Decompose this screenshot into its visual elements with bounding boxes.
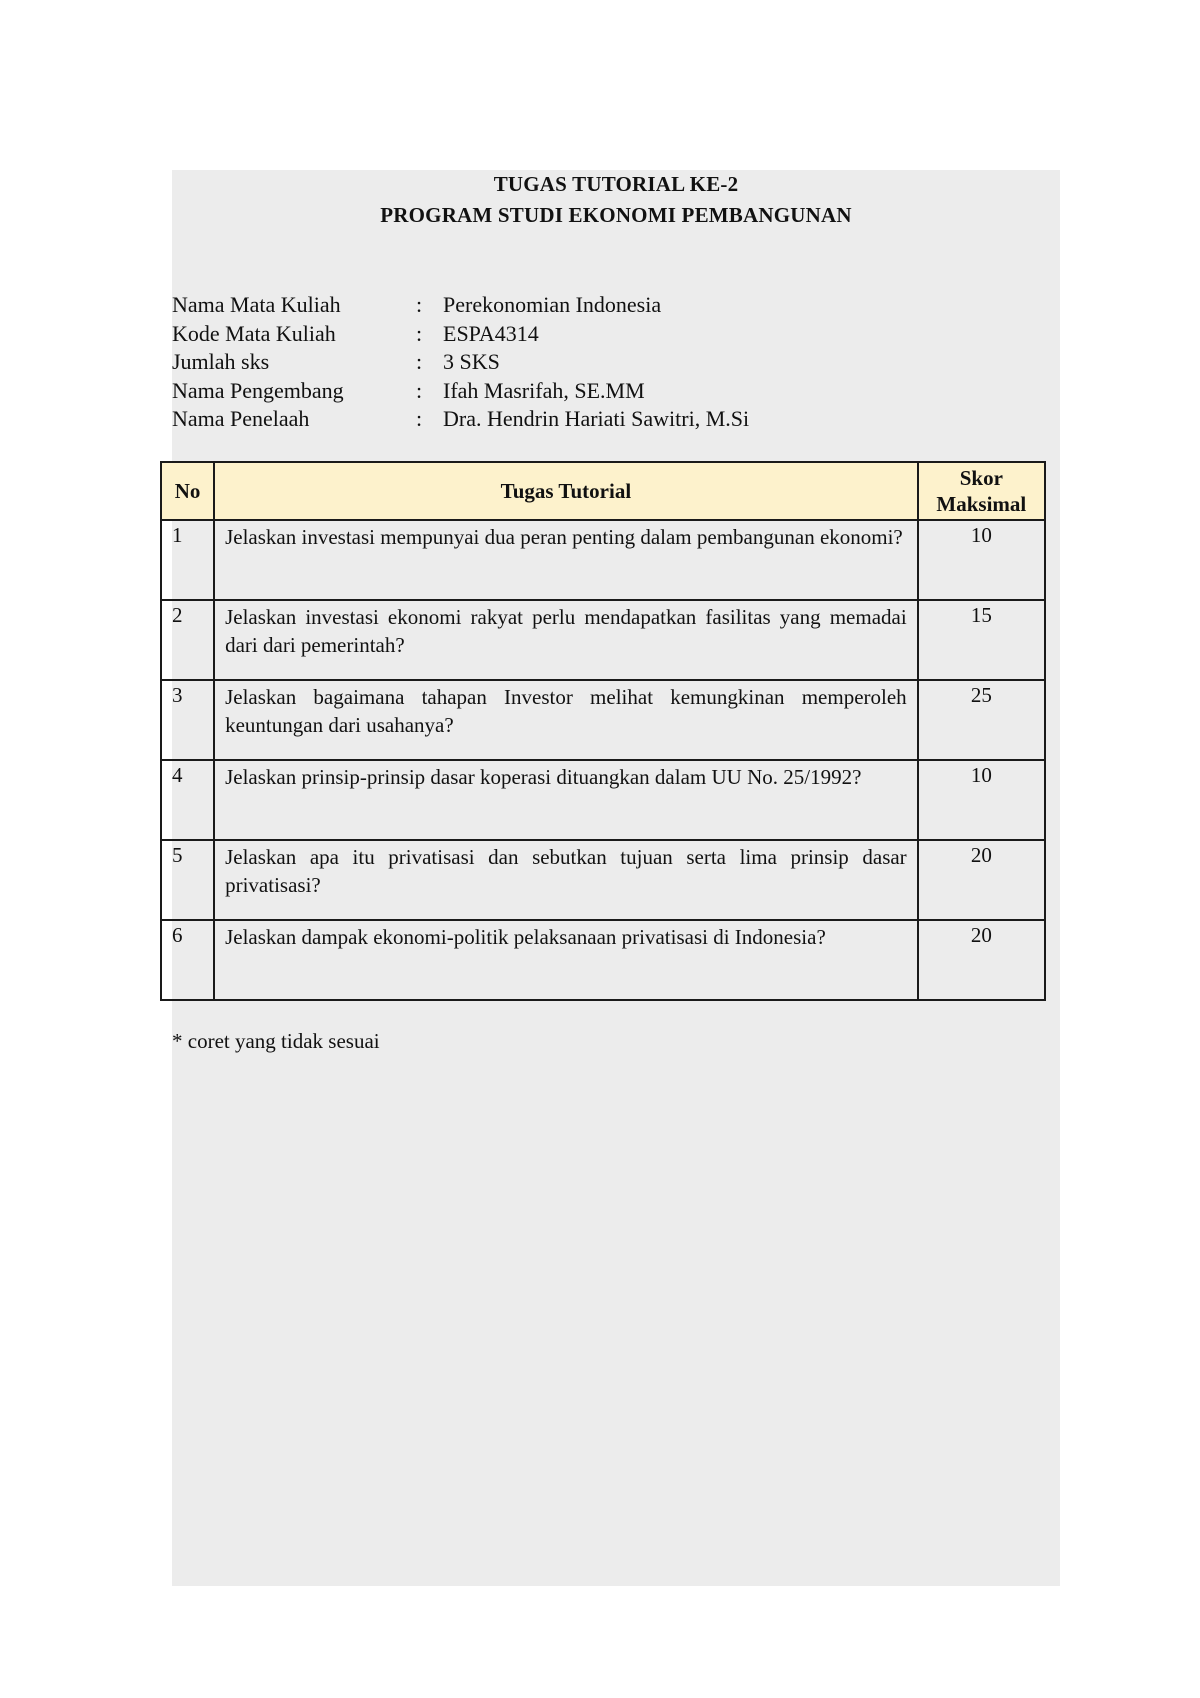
header-score-line2: Maksimal [936, 492, 1027, 516]
document-subtitle: PROGRAM STUDI EKONOMI PEMBANGUNAN [380, 203, 852, 227]
header-no: No [161, 462, 214, 520]
row-task: Jelaskan apa itu privatisasi dan sebutkan tujuan serta lima prinsip dasar privatisasi? [214, 840, 918, 920]
info-value: ESPA4314 [443, 320, 539, 346]
document-title: TUGAS TUTORIAL KE-2 [493, 172, 739, 196]
row-number: 6 [161, 920, 214, 1000]
row-number: 5 [161, 840, 214, 920]
row-number: 3 [161, 680, 214, 760]
row-score: 10 [918, 520, 1045, 600]
info-value: Dra. Hendrin Hariati Sawitri, M.Si [443, 406, 750, 431]
row-task: Jelaskan bagaimana tahapan Investor melihat kemungkinan memperoleh keuntungan dari usahanya? [214, 680, 918, 760]
table-row [161, 920, 1045, 1000]
info-label: Nama Pengembang [172, 377, 344, 403]
info-colon: : [416, 377, 423, 403]
info-colon: : [416, 406, 423, 431]
info-colon: : [416, 292, 423, 317]
header-score-line1: Skor [959, 466, 1003, 490]
info-colon: : [416, 320, 423, 346]
info-label: Nama Penelaah [172, 406, 310, 431]
row-number: 4 [161, 760, 214, 840]
table-row [161, 600, 1045, 680]
row-score: 25 [918, 680, 1045, 760]
header-task: Tugas Tutorial [214, 462, 918, 520]
footnote: * coret yang tidak sesuai [172, 1029, 380, 1053]
row-task: Jelaskan investasi mempunyai dua peran penting dalam pembangunan ekonomi? [214, 520, 918, 600]
row-score: 20 [918, 840, 1045, 920]
info-label: Nama Mata Kuliah [172, 292, 341, 317]
header-score [918, 462, 1045, 520]
table-row [161, 680, 1045, 760]
info-value: Perekonomian Indonesia [443, 292, 662, 317]
tutorial-task-table [160, 461, 1046, 1001]
table-row [161, 520, 1045, 600]
row-score: 20 [918, 920, 1045, 1000]
row-score: 10 [918, 760, 1045, 840]
info-value: Ifah Masrifah, SE.MM [443, 377, 645, 403]
info-label: Kode Mata Kuliah [172, 320, 336, 346]
row-task: Jelaskan prinsip-prinsip dasar koperasi dituangkan dalam UU No. 25/1992? [214, 760, 918, 840]
row-score: 15 [918, 600, 1045, 680]
info-value: 3 SKS [443, 349, 500, 374]
table-header-row [161, 462, 1045, 520]
row-task: Jelaskan investasi ekonomi rakyat perlu mendapatkan fasilitas yang memadai dari dari pemerintah? [214, 600, 918, 680]
document-page [172, 170, 1060, 1586]
info-colon: : [416, 349, 423, 374]
row-number: 2 [161, 600, 214, 680]
table-row [161, 840, 1045, 920]
row-task: Jelaskan dampak ekonomi-politik pelaksanaan privatisasi di Indonesia? [214, 920, 918, 1000]
info-label: Jumlah sks [172, 349, 270, 374]
table-row [161, 760, 1045, 840]
row-number: 1 [161, 520, 214, 600]
